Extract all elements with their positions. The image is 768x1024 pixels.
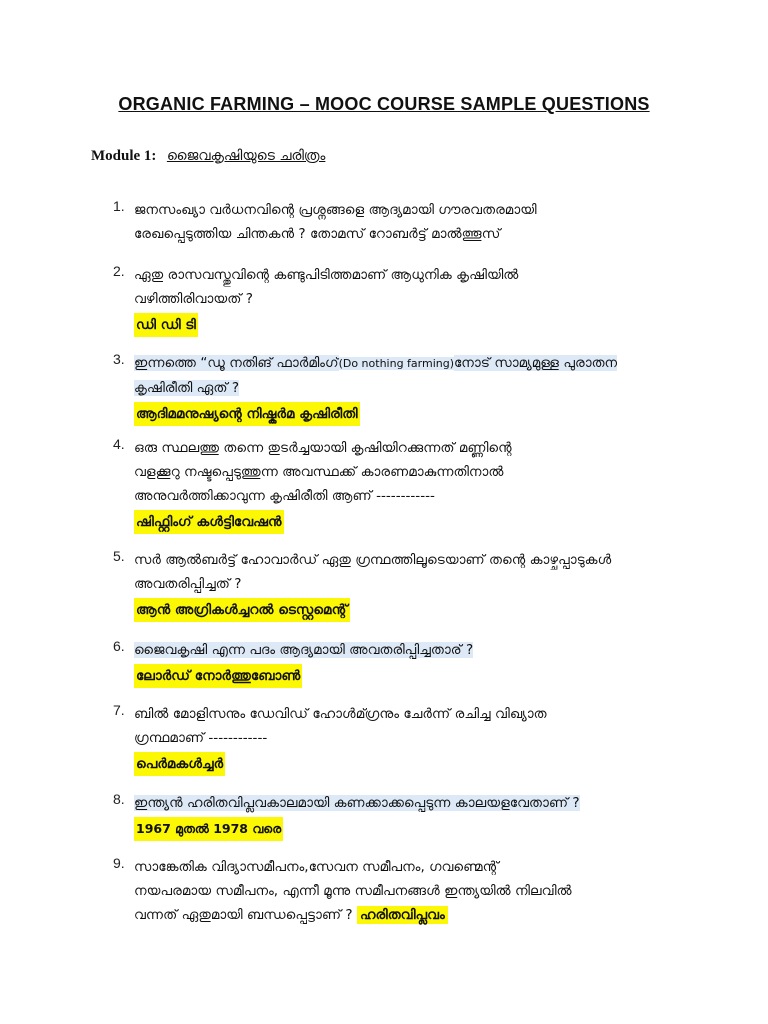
- answer-highlight: ഷിഫ്റ്റിംഗ് കൾട്ടിവേഷൻ: [134, 510, 284, 534]
- question-text-line: ഏതു രാസവസ്തുവിന്റെ കണ്ടുപിടിത്തമാണ് ആധുനിക കൃഷിയിൽ: [134, 267, 519, 283]
- question-text-line: [134, 791, 704, 815]
- answer-highlight: 1967 മുതൽ 1978 വരെ: [134, 817, 283, 841]
- answer-highlight: ഹരിതവിപ്ലവം: [357, 906, 448, 924]
- question-number: 4.: [113, 436, 125, 452]
- question-text-line: [134, 351, 704, 376]
- question-text-segment: കൃഷിരീതി ഏത് ?: [134, 380, 240, 396]
- module-heading: [91, 148, 325, 165]
- question-number: 7.: [113, 702, 125, 718]
- question-text-line: ഒരു സ്ഥലത്തു തന്നെ തുടർച്ചയായി കൃഷിയിറക്കുന്നത് മണ്ണിന്റെ: [134, 440, 512, 456]
- question-text-line: വഴിത്തിരിവായത് ?: [134, 291, 253, 307]
- question-text-segment: ജൈവകൃഷി എന്ന പദം ആദ്യമായി അവതരിപ്പിച്ചതാര് ?: [134, 642, 474, 658]
- question-text-line: ഗ്രന്ഥമാണ് ------------: [134, 730, 268, 746]
- answer-highlight: ഡി ഡി ടി: [134, 313, 198, 337]
- question-text-line: ജനസംഖ്യാ വർധനവിന്റെ പ്രശ്നങ്ങളെ ആദ്യമായി ഗൗരവതരമായി: [134, 202, 537, 218]
- document-title: ORGANIC FARMING – MOOC COURSE SAMPLE QUESTIONS: [118, 94, 650, 114]
- question-text-line: സർ ആൽബർട്ട് ഹോവാർഡ് ഏതു ഗ്രന്ഥത്തിലൂടെയാണ് തന്റെ കാഴ്ചപ്പാടുകൾ: [134, 552, 612, 568]
- module-title: ജൈവകൃഷിയുടെ ചരിത്രം: [166, 148, 326, 164]
- question-text-line: അനുവർത്തിക്കാവുന്ന കൃഷിരീതി ആണ് ------------: [134, 488, 435, 504]
- answer-highlight: ലോർഡ് നോർത്തുബോൺ: [134, 664, 302, 688]
- question-number: 5.: [113, 548, 125, 564]
- question-text-segment: ഇന്ത്യൻ ഹരിതവിപ്ലവകാലമായി കണക്കാക്കപ്പെടുന്ന കാലയളവേതാണ് ?: [134, 795, 580, 811]
- question-text-segment: വന്നത് ഏതുമായി ബന്ധപ്പെട്ടാണ് ?: [134, 907, 353, 923]
- question-number: 1.: [113, 198, 125, 214]
- answer-highlight: ആദിമമനുഷ്യന്റെ നിഷ്കർമ കൃഷിരീതി: [134, 402, 360, 426]
- question-english-note: (Do nothing farming): [338, 357, 455, 370]
- question-text-line: [134, 376, 704, 400]
- module-label: Module 1:: [91, 148, 157, 164]
- question-number: 3.: [113, 351, 125, 367]
- question-text-line: നയപരമായ സമീപനം, എന്നീ മൂന്നു സമീപനങ്ങൾ ഇന്ത്യയിൽ നിലവിൽ: [134, 883, 572, 899]
- question-text-line: ബിൽ മോളിസനും ഡേവിഡ് ഹോൾമ്ഗ്രനും ചേർന്ന് രചിച്ച വിഖ്യാത: [134, 706, 547, 722]
- answer-highlight: പെർമകൾച്ചർ: [134, 752, 225, 776]
- question-text-line: രേഖപ്പെടുത്തിയ ചിന്തകൻ ? തോമസ് റോബർട്ട് മാൽത്തൂസ്: [134, 226, 501, 242]
- question-number: 2.: [113, 263, 125, 279]
- question-text-segment: ഇന്നത്തെ “ഡൂ നതിങ് ഫാർമിംഗ്: [134, 355, 339, 371]
- question-number: 6.: [113, 638, 125, 654]
- question-text-line: [134, 903, 704, 927]
- answer-highlight: ആൻ അഗ്രികൾച്ചറൽ ടെസ്റ്റമെന്റ്: [134, 598, 350, 622]
- question-text-line: സാങ്കേതിക വിദ്യാസമീപനം,സേവന സമീപനം, ഗവണ്മെന്റ്: [134, 859, 499, 875]
- question-number: 9.: [113, 855, 125, 871]
- question-text-line: വളക്കൂറു നഷ്ടപ്പെടുത്തുന്ന അവസ്ഥക്ക് കാരണമാകുന്നതിനാൽ: [134, 464, 504, 480]
- question-number: 8.: [113, 791, 125, 807]
- question-text-segment: നോട് സാമ്യമുള്ള പുരാതന: [454, 355, 618, 371]
- question-text-line: [134, 638, 704, 662]
- question-text-line: അവതരിപ്പിച്ചത് ?: [134, 576, 242, 592]
